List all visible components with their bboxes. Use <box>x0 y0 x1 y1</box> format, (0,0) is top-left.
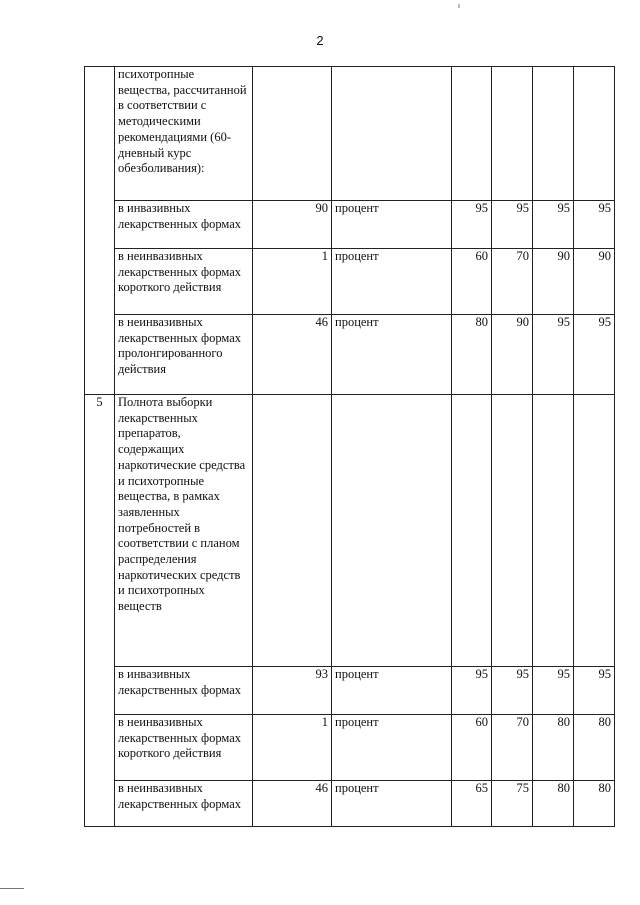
value-cell: 80 <box>452 315 492 395</box>
value-cell: 95 <box>492 201 533 249</box>
indicator-name-cell: психотропные вещества, рассчитанной в соответствии с методическими рекомендациями (60-дневный курс обезболивания): <box>115 67 253 201</box>
indicator-name-cell: Полнота выборки лекарственных препаратов, содержащих наркотические средства и психотропные вещества, в рамках заявленных потребностей в соответствии с планом распределения наркотических средств и психотропных веществ <box>115 395 253 667</box>
unit-cell <box>332 67 452 201</box>
indicator-name-cell: в неинвазивных лекарственных формах короткого действия <box>115 715 253 781</box>
row-number-cell <box>85 67 115 395</box>
scan-artifact <box>458 4 460 8</box>
value-cell: 95 <box>533 201 574 249</box>
table-row <box>85 781 615 827</box>
value-cell: 80 <box>574 781 615 827</box>
value-cell <box>533 395 574 667</box>
value-cell <box>492 67 533 201</box>
value-cell: 65 <box>452 781 492 827</box>
value-cell <box>492 395 533 667</box>
base-value-cell: 93 <box>253 667 332 715</box>
value-cell: 90 <box>574 249 615 315</box>
value-cell: 90 <box>492 315 533 395</box>
value-cell: 95 <box>452 667 492 715</box>
base-value-cell: 46 <box>253 315 332 395</box>
value-cell <box>452 67 492 201</box>
base-value-cell: 1 <box>253 715 332 781</box>
value-cell: 60 <box>452 249 492 315</box>
page-number: 2 <box>316 33 324 48</box>
table-row <box>85 315 615 395</box>
indicator-name-cell: в инвазивных лекарственных формах <box>115 667 253 715</box>
value-cell: 80 <box>574 715 615 781</box>
value-cell: 70 <box>492 715 533 781</box>
base-value-cell <box>253 67 332 201</box>
base-value-cell: 90 <box>253 201 332 249</box>
indicator-name-cell: в неинвазивных лекарственных формах <box>115 781 253 827</box>
unit-cell: процент <box>332 315 452 395</box>
value-cell: 95 <box>574 201 615 249</box>
unit-cell: процент <box>332 249 452 315</box>
indicator-name-cell: в неинвазивных лекарственных формах короткого действия <box>115 249 253 315</box>
unit-cell: процент <box>332 201 452 249</box>
value-cell <box>574 67 615 201</box>
value-cell: 95 <box>574 315 615 395</box>
scan-edge-line <box>0 888 24 889</box>
value-cell: 80 <box>533 715 574 781</box>
value-cell: 60 <box>452 715 492 781</box>
value-cell: 75 <box>492 781 533 827</box>
table-row <box>85 395 615 667</box>
indicator-name-cell: в инвазивных лекарственных формах <box>115 201 253 249</box>
value-cell: 90 <box>533 249 574 315</box>
value-cell: 95 <box>533 315 574 395</box>
row-number-cell: 5 <box>85 395 115 827</box>
value-cell <box>452 395 492 667</box>
unit-cell: процент <box>332 781 452 827</box>
base-value-cell: 46 <box>253 781 332 827</box>
table-row <box>85 249 615 315</box>
table-row <box>85 201 615 249</box>
unit-cell <box>332 395 452 667</box>
value-cell: 95 <box>533 667 574 715</box>
unit-cell: процент <box>332 715 452 781</box>
base-value-cell <box>253 395 332 667</box>
indicators-table <box>84 66 615 827</box>
indicator-name-cell: в неинвазивных лекарственных формах пролонгированного действия <box>115 315 253 395</box>
table-row <box>85 715 615 781</box>
value-cell: 95 <box>492 667 533 715</box>
value-cell <box>574 395 615 667</box>
value-cell: 95 <box>574 667 615 715</box>
value-cell <box>533 67 574 201</box>
value-cell: 80 <box>533 781 574 827</box>
value-cell: 95 <box>452 201 492 249</box>
value-cell: 70 <box>492 249 533 315</box>
table-row <box>85 667 615 715</box>
unit-cell: процент <box>332 667 452 715</box>
table-row <box>85 67 615 201</box>
base-value-cell: 1 <box>253 249 332 315</box>
